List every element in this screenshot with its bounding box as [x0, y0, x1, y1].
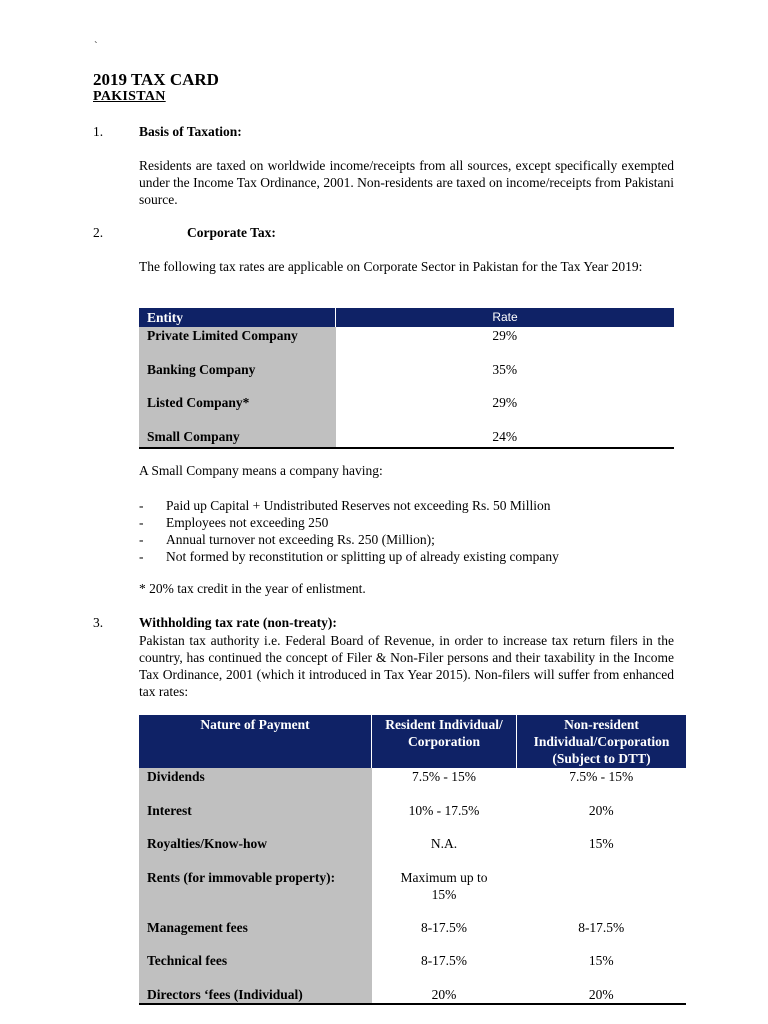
entity-cell: Banking Company	[139, 361, 336, 395]
table-header-row	[139, 308, 674, 327]
resident-rate-cell: 10% - 17.5%	[408, 802, 480, 818]
table-row	[139, 394, 674, 428]
bullet-dash: -	[139, 532, 144, 547]
rate-cell: 29%	[492, 395, 518, 410]
non-resident-rate-cell: 20%	[517, 986, 687, 1004]
payment-type-cell: Interest	[139, 802, 372, 836]
resident-rate-cell: 8-17.5%	[420, 953, 468, 968]
non-resident-rate-cell: 20%	[588, 802, 614, 818]
corporate-intro-text: The following tax rates are applicable on Corporate Sector in Pakistan for the Tax Year 2019:	[139, 259, 643, 274]
resident-header: Resident Individual/ Corporation	[372, 715, 517, 768]
list-item-text: Not formed by reconstitution or splitting up of already existing company	[166, 549, 559, 564]
withholding-tax-table	[139, 715, 686, 1005]
payment-type-cell: Royalties/Know-how	[139, 835, 372, 869]
payment-type-cell: Directors ‘fees (Individual)	[139, 986, 372, 1004]
bullet-dash: -	[139, 498, 144, 513]
rate-cell: 35%	[492, 361, 518, 377]
entity-cell: Listed Company*	[139, 394, 336, 428]
corporate-tax-table	[139, 308, 674, 449]
non-resident-rate-cell	[517, 869, 687, 919]
small-company-intro: A Small Company means a company having:	[139, 463, 383, 478]
non-resident-rate-cell: 7.5% - 15%	[569, 769, 634, 784]
table-row	[139, 835, 686, 869]
entity-header: Entity	[139, 308, 336, 327]
payment-type-cell: Dividends	[139, 768, 372, 802]
table-row	[139, 327, 674, 361]
section-3-heading: Withholding tax rate (non-treaty):	[139, 615, 337, 630]
payment-type-cell: Technical fees	[139, 952, 372, 986]
table-row	[139, 986, 686, 1004]
section-3-number: 3.	[93, 615, 104, 630]
entity-cell: Private Limited Company	[139, 327, 336, 361]
country-subtitle: PAKISTAN	[93, 89, 166, 104]
rate-header: Rate	[336, 308, 675, 327]
withholding-text: Pakistan tax authority i.e. Federal Board of Revenue, in order to increase tax return filers in the country, has continued the concept of Filer & Non-Filer persons and their taxability in the Income Tax Ordinance, 2001 (which it introduced in Tax Year 2015). Non-filers will suffer from enhanced tax rates:	[139, 633, 674, 699]
resident-rate-cell: 7.5% - 15%	[411, 769, 477, 784]
rate-cell: 24%	[336, 428, 675, 448]
rate-cell: 29%	[492, 328, 518, 343]
bullet-dash: -	[139, 515, 144, 530]
basis-of-taxation-text: Residents are taxed on worldwide income/receipts from all sources, except specifically exempted under the Income Tax Ordinance, 2001. Non-residents are taxed on income/receipts from Pakistani source.	[139, 158, 674, 207]
table-row	[139, 361, 674, 395]
entity-cell: Small Company	[139, 428, 336, 448]
resident-rate-cell: 20%	[372, 986, 517, 1004]
payment-type-cell: Rents (for immovable property):	[139, 869, 372, 919]
table-header-row	[139, 715, 686, 768]
section-2-heading: Corporate Tax:	[187, 225, 276, 240]
non-resident-rate-cell: 15%	[588, 836, 614, 851]
list-item	[139, 548, 559, 565]
section-2-number: 2.	[93, 225, 104, 240]
resident-rate-cell: N.A.	[430, 836, 458, 851]
bullet-dash: -	[139, 549, 144, 564]
page-title: 2019 TAX CARD	[93, 70, 219, 89]
list-item	[139, 514, 559, 531]
non-resident-rate-cell: 8-17.5%	[578, 919, 625, 935]
list-item-text: Annual turnover not exceeding Rs. 250 (Million);	[166, 532, 435, 547]
resident-rate-cell: 8-17.5%	[420, 919, 468, 935]
header-mark: `	[94, 40, 98, 52]
non-resident-rate-cell: 15%	[588, 953, 614, 968]
section-1-number: 1.	[93, 124, 104, 139]
table-row	[139, 768, 686, 802]
table-row	[139, 952, 686, 986]
table-row	[139, 919, 686, 953]
list-item	[139, 531, 559, 548]
resident-rate-cell: Maximum up to 15%	[400, 869, 488, 902]
list-item-text: Employees not exceeding 250	[166, 515, 329, 530]
small-company-criteria-list	[139, 497, 559, 565]
nature-of-payment-header: Nature of Payment	[139, 715, 372, 768]
table-row	[139, 869, 686, 919]
payment-type-cell: Management fees	[139, 919, 372, 953]
table-row	[139, 428, 674, 448]
section-1-heading: Basis of Taxation:	[139, 124, 242, 139]
non-resident-header: Non-resident Individual/Corporation (Subject to DTT)	[517, 715, 687, 768]
footnote: * 20% tax credit in the year of enlistment.	[139, 581, 366, 596]
list-item-text: Paid up Capital + Undistributed Reserves not exceeding Rs. 50 Million	[166, 498, 551, 513]
list-item	[139, 497, 559, 514]
table-row	[139, 802, 686, 836]
